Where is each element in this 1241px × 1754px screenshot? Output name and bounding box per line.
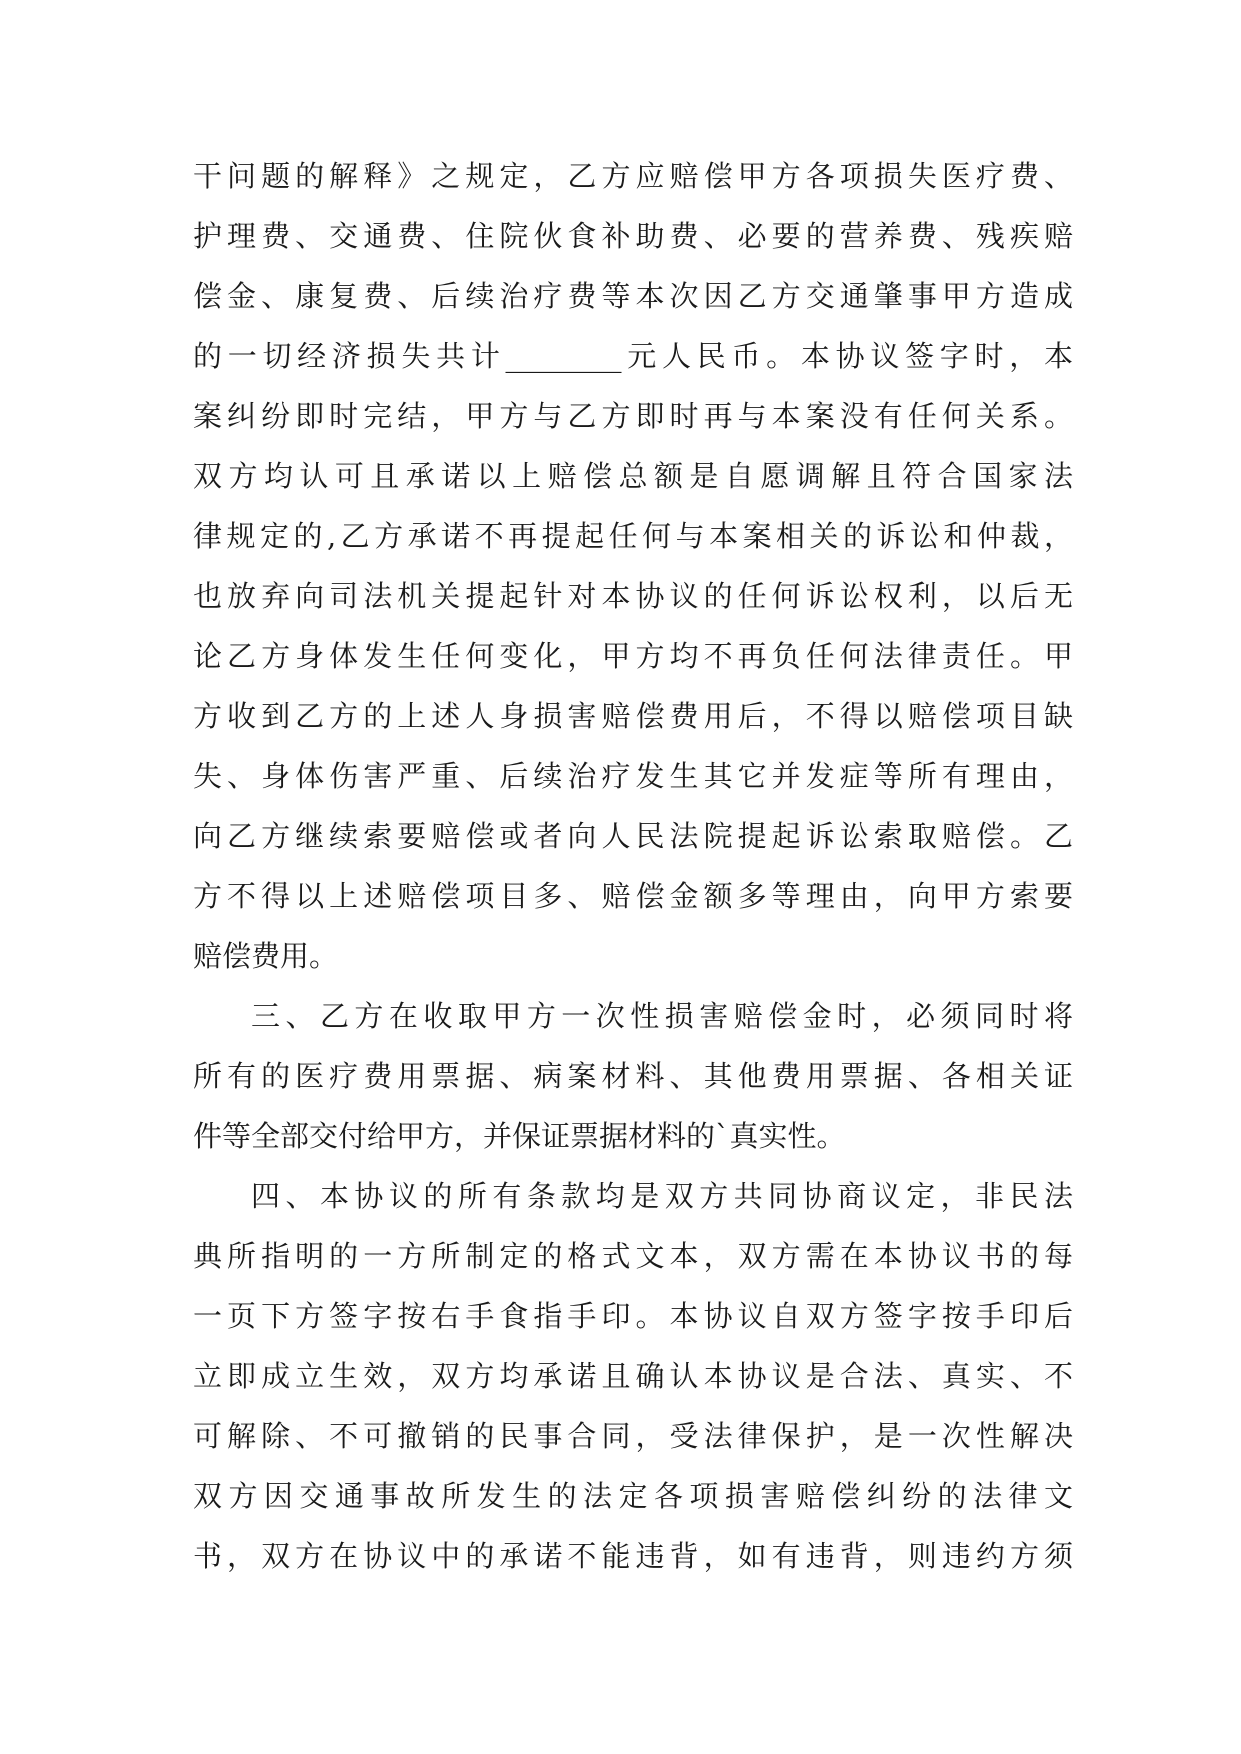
text-line: 的一切经济损失共计________元人民币。本协议签字时，本 bbox=[193, 339, 1073, 373]
text-line: 失、身体伤害严重、后续治疗发生其它并发症等所有理由， bbox=[193, 759, 1073, 793]
agreement-body bbox=[193, 146, 1073, 1586]
paragraph-three-start: 三、乙方在收取甲方一次性损害赔偿金时，必须同时将 bbox=[251, 999, 1073, 1033]
text-line: 一页下方签字按右手食指手印。本协议自双方签字按手印后 bbox=[193, 1299, 1073, 1333]
text-line: 赔偿费用。 bbox=[193, 939, 339, 973]
text-line: 律规定的,乙方承诺不再提起任何与本案相关的诉讼和仲裁， bbox=[193, 519, 1073, 553]
text-line: 双方均认可且承诺以上赔偿总额是自愿调解且符合国家法 bbox=[193, 459, 1073, 493]
text-line: 典所指明的一方所制定的格式文本，双方需在本协议书的每 bbox=[193, 1239, 1073, 1273]
text-line: 立即成立生效，双方均承诺且确认本协议是合法、真实、不 bbox=[193, 1359, 1073, 1393]
text-line: 论乙方身体发生任何变化，甲方均不再负任何法律责任。甲 bbox=[193, 639, 1073, 673]
text-line: 可解除、不可撤销的民事合同，受法律保护，是一次性解决 bbox=[193, 1419, 1073, 1453]
text-line: 件等全部交付给甲方，并保证票据材料的`真实性。 bbox=[193, 1119, 846, 1153]
text-line: 干问题的解释》之规定，乙方应赔偿甲方各项损失医疗费、 bbox=[193, 159, 1073, 193]
text-line: 方不得以上述赔偿项目多、赔偿金额多等理由，向甲方索要 bbox=[193, 879, 1073, 913]
text-line: 所有的医疗费用票据、病案材料、其他费用票据、各相关证 bbox=[193, 1059, 1073, 1093]
text-line: 方收到乙方的上述人身损害赔偿费用后，不得以赔偿项目缺 bbox=[193, 699, 1073, 733]
text-line: 向乙方继续索要赔偿或者向人民法院提起诉讼索取赔偿。乙 bbox=[193, 819, 1073, 853]
text-line: 案纠纷即时完结，甲方与乙方即时再与本案没有任何关系。 bbox=[193, 399, 1073, 433]
text-line: 双方因交通事故所发生的法定各项损害赔偿纠纷的法律文 bbox=[193, 1479, 1073, 1513]
text-line: 书，双方在协议中的承诺不能违背，如有违背，则违约方须 bbox=[193, 1539, 1073, 1573]
text-line: 偿金、康复费、后续治疗费等本次因乙方交通肇事甲方造成 bbox=[193, 279, 1073, 313]
text-line: 也放弃向司法机关提起针对本协议的任何诉讼权利，以后无 bbox=[193, 579, 1073, 613]
paragraph-four-start: 四、本协议的所有条款均是双方共同协商议定，非民法 bbox=[251, 1179, 1073, 1213]
text-line: 护理费、交通费、住院伙食补助费、必要的营养费、残疾赔 bbox=[193, 219, 1073, 253]
